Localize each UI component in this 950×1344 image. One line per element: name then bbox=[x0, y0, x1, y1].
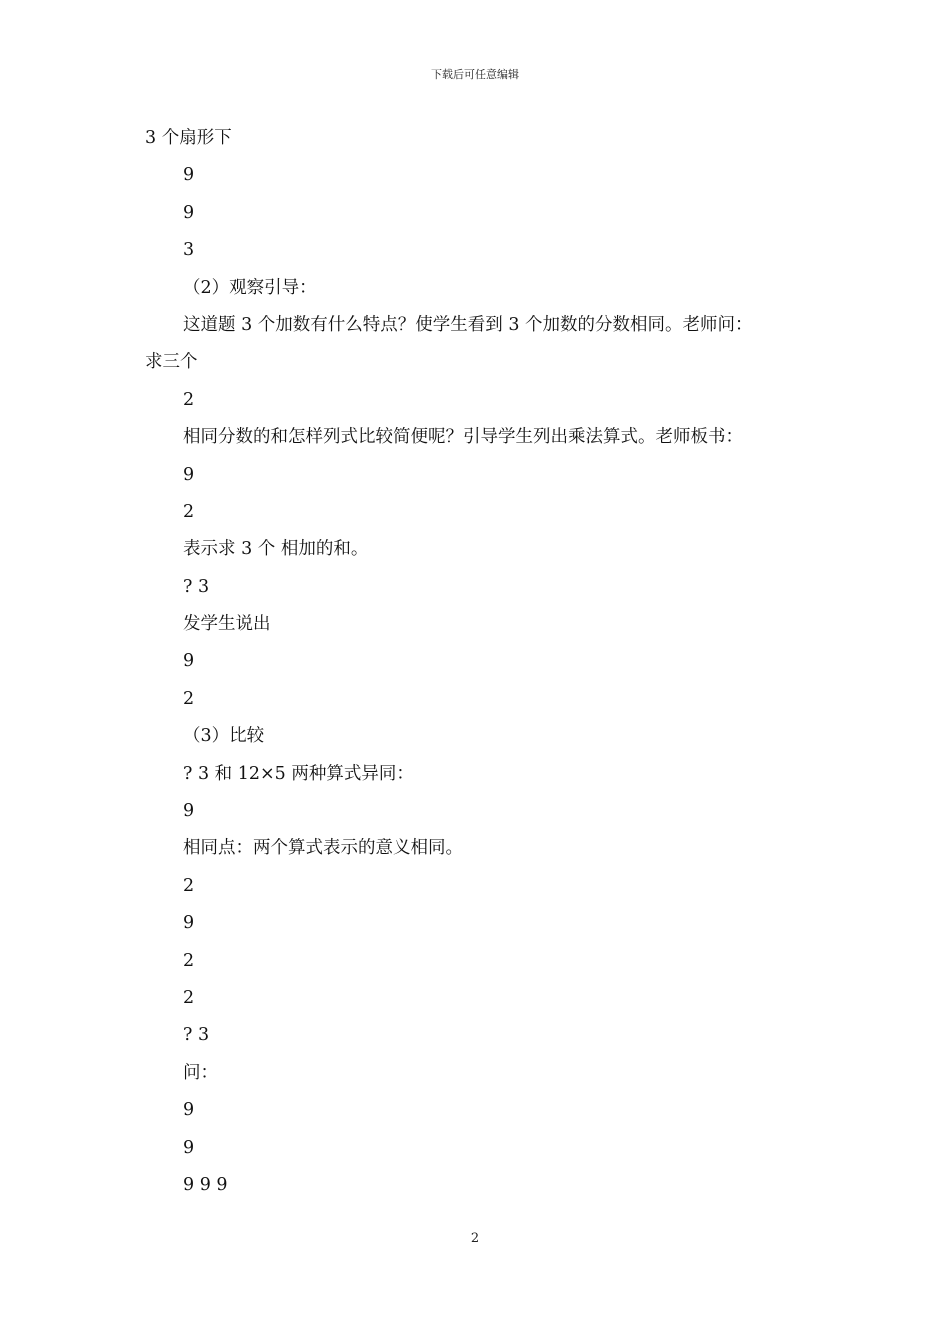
text-line: 3 个扇形下 bbox=[145, 128, 232, 148]
page-number: 2 bbox=[470, 1231, 480, 1246]
text-line: 问： bbox=[183, 1062, 218, 1083]
text-line: 9 bbox=[183, 1137, 195, 1158]
text-line: 9 bbox=[183, 801, 195, 822]
text-line: 9 bbox=[183, 165, 195, 186]
text-line: 3 bbox=[183, 240, 195, 261]
document-body bbox=[145, 121, 825, 1205]
text-line: 2 bbox=[183, 688, 195, 709]
text-line: 2 bbox=[183, 389, 195, 410]
text-line: 9 9 9 bbox=[183, 1174, 228, 1195]
text-line: 2 bbox=[183, 875, 195, 896]
text-line: （3）比较 bbox=[183, 726, 265, 747]
text-line: 9 bbox=[183, 464, 195, 485]
text-line: 9 bbox=[183, 651, 195, 672]
text-line: （2）观察引导： bbox=[183, 277, 317, 298]
text-line: 9 bbox=[183, 202, 195, 223]
text-line: ? 3 bbox=[183, 576, 210, 597]
text-line: 9 bbox=[183, 1100, 195, 1121]
text-line: 求三个 bbox=[145, 352, 198, 373]
text-line: 发学生说出 bbox=[183, 614, 271, 635]
text-line: 相同点：两个算式表示的意义相同。 bbox=[183, 838, 463, 859]
text-line: 表示求 3 个 相加的和。 bbox=[183, 539, 369, 560]
text-line: 这道题 3 个加数有什么特点？使学生看到 3 个加数的分数相同。老师问： bbox=[183, 314, 753, 335]
text-line: 9 bbox=[183, 913, 195, 934]
text-line: 相同分数的和怎样列式比较简便呢？引导学生列出乘法算式。老师板书： bbox=[183, 427, 743, 448]
text-line: 2 bbox=[183, 950, 195, 971]
text-line: ? 3 bbox=[183, 1025, 210, 1046]
text-line: 2 bbox=[183, 501, 195, 522]
text-line: 2 bbox=[183, 987, 195, 1008]
text-line: ? 3 和 12×5 两种算式异同： bbox=[183, 763, 414, 784]
page-header: 下载后可任意编辑 bbox=[431, 68, 519, 81]
